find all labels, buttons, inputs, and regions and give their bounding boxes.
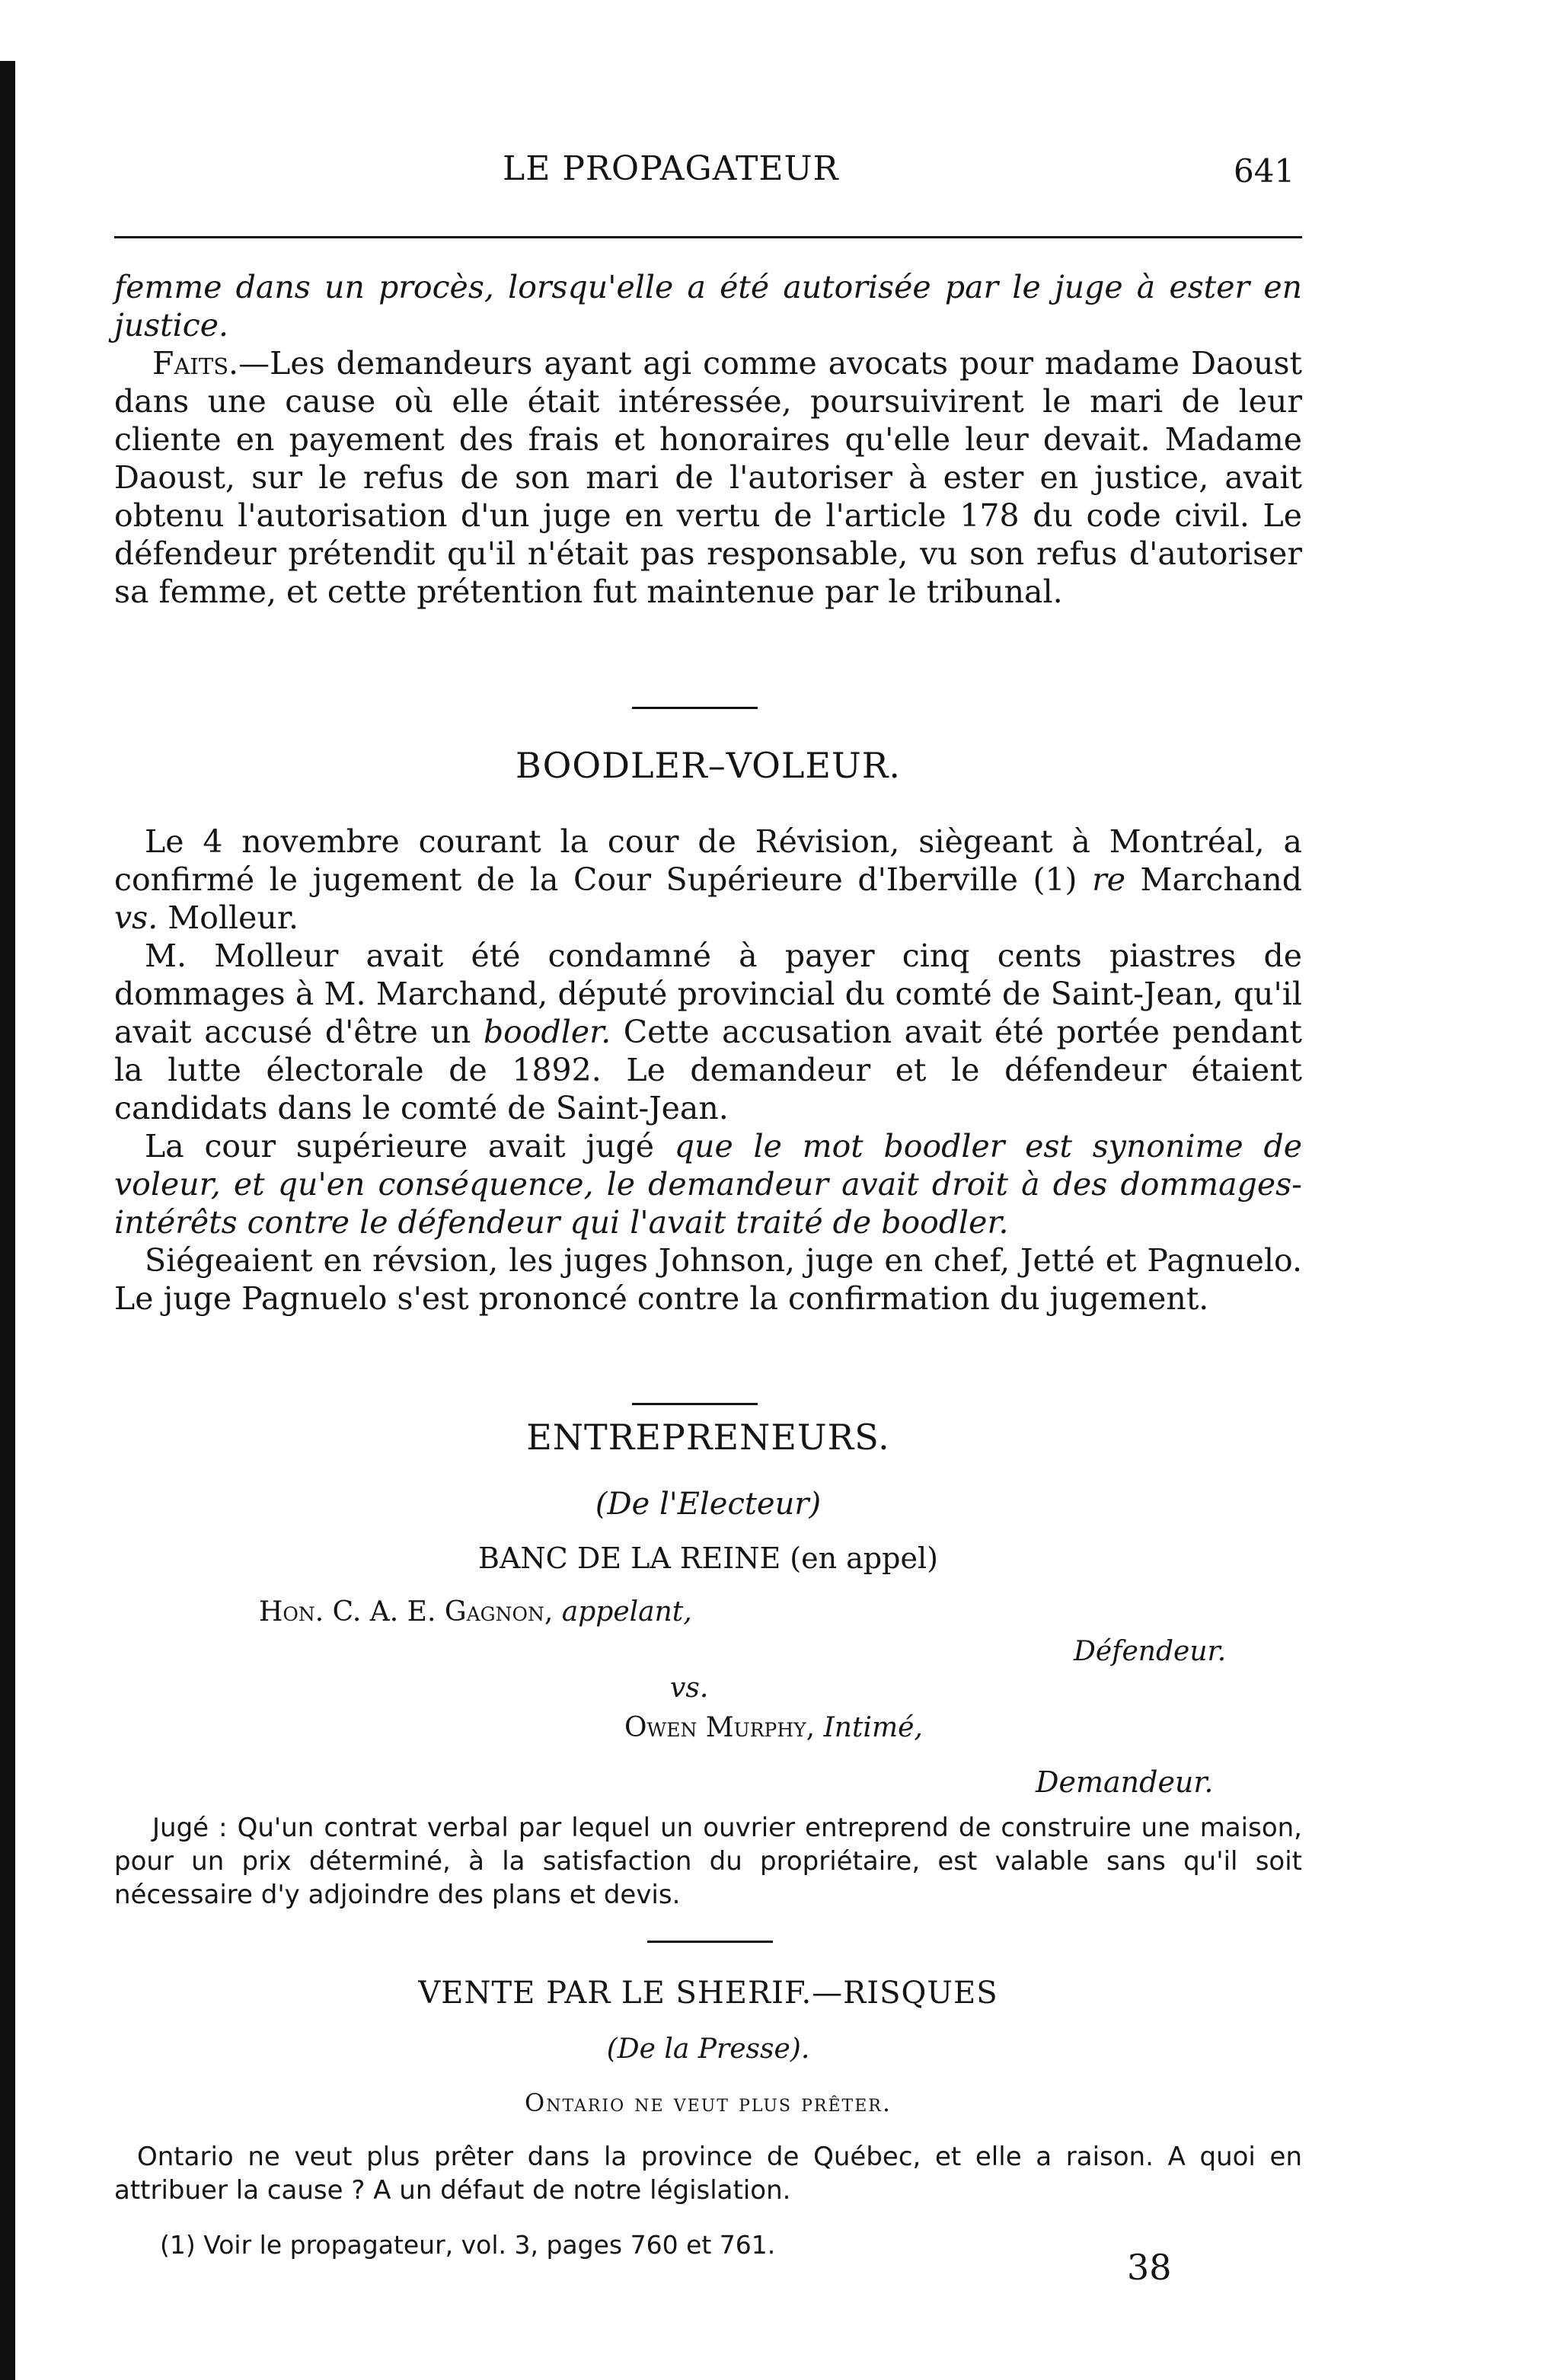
vente-article bbox=[114, 2140, 1302, 2207]
juge-text bbox=[114, 1811, 1302, 1912]
boodler-title: BOODLER–VOLEUR. bbox=[516, 745, 901, 786]
boodler-p1-name: Marchand bbox=[1125, 861, 1302, 898]
running-header-title: LE PROPAGATEUR bbox=[503, 149, 839, 188]
boodler-paragraph-3 bbox=[114, 1127, 1302, 1241]
appellant-name: Hon. C. A. E. Gagnon, bbox=[259, 1596, 554, 1628]
appellant-line bbox=[259, 1596, 692, 1628]
entrepreneurs-source: (De l'Electeur) bbox=[595, 1487, 822, 1522]
respondent-line bbox=[624, 1712, 923, 1743]
boodler-paragraph-1 bbox=[114, 823, 1302, 937]
boodler-p3-italic: que le mot boodler est synonime de voleur, et qu'en conséquence, le demandeur avait droit à des dommages-intérêts contre le défendeur qui l'avait traité de boodler. bbox=[114, 1128, 1303, 1241]
section-divider bbox=[632, 1403, 758, 1405]
summary-continuation: femme dans un procès, lorsqu'elle a été autorisée par le juge à ester en justice. bbox=[114, 269, 1302, 343]
juge-paragraph bbox=[114, 1811, 1302, 1912]
vente-text: Ontario ne veut plus prêter dans la province de Québec, et elle a raison. A quoi en attribuer la cause ? A un défaut de notre législation. bbox=[114, 2142, 1302, 2206]
signature-mark: 38 bbox=[1127, 2247, 1172, 2288]
boodler-p1-text: Le 4 novembre courant la cour de Révision, siègeant à Montréal, a confirmé le jugement de la Cour Supérieure d'Iberville (1) bbox=[114, 823, 1302, 898]
boodler-p2-text: M. Molleur avait été condamné à payer cinq cents piastres de dommages à M. Marchand, député provincial du comté de Saint-Jean, qu'il avait accusé d'être un bbox=[114, 938, 1302, 1050]
boodler-p1-vs: vs. bbox=[114, 899, 158, 936]
boodler-p2-end: Cette accusation avait été portée pendant la lutte électorale de 1892. Le demandeur et le défendeur étaient candidats dans le comté de Saint-Jean. bbox=[114, 1014, 1302, 1126]
entrepreneurs-title: ENTREPRENEURS. bbox=[526, 1417, 890, 1458]
respondent-role: Intimé, bbox=[823, 1712, 923, 1743]
page-binding-edge bbox=[0, 61, 15, 2380]
first-article bbox=[114, 268, 1302, 611]
boodler-p1-re: re bbox=[1092, 861, 1125, 898]
boodler-p1-end: Molleur. bbox=[158, 899, 298, 936]
footnote: (1) Voir le propagateur, vol. 3, pages 760 et 761. bbox=[160, 2230, 776, 2260]
page bbox=[114, 0, 1302, 2380]
boodler-p3-text: La cour supérieure avait jugé bbox=[145, 1128, 675, 1164]
court-name: BANC DE LA REINE (en appel) bbox=[478, 1541, 938, 1575]
boodler-paragraph-4: Siégeaient en révsion, les juges Johnson, juge en chef, Jetté et Pagnuelo. Le juge Pagnuelo s'est prononcé contre la confirmation du jugement. bbox=[114, 1242, 1302, 1317]
boodler-p2-italic: boodler. bbox=[483, 1014, 611, 1050]
demandeur-label: Demandeur. bbox=[1036, 1765, 1214, 1799]
page-number: 641 bbox=[1234, 152, 1295, 190]
boodler-paragraph-2 bbox=[114, 937, 1302, 1127]
boodler-article bbox=[114, 823, 1302, 1318]
facts-text: —Les demandeurs ayant agi comme avocats pour madame Daoust dans une cause où elle était intéressée, poursuivirent le mari de leur cliente en payement des frais et honoraires qu'elle leur devait. Madame Daoust, sur le refus de son mari de l'autoriser à ester en justice, avait obtenu l'autorisation d'un juge en vertu de l'article 178 du code civil. Le défendeur prétendit qu'il n'était pas responsable, vu son refus d'autoriser sa femme, et cette prétention fut maintenue par le tribunal. bbox=[114, 345, 1302, 610]
juge-label: Jugé : bbox=[152, 1813, 228, 1843]
vente-subtitle: Ontario ne veut plus prêter. bbox=[524, 2088, 892, 2117]
facts-paragraph bbox=[114, 344, 1302, 611]
section-divider bbox=[632, 707, 758, 709]
vente-title: VENTE PAR LE SHERIF.—RISQUES bbox=[418, 1976, 998, 2011]
defendeur-label: Défendeur. bbox=[1074, 1636, 1227, 1667]
juge-body: Qu'un contrat verbal par lequel un ouvrier entreprend de construire une maison, pour un prix déterminé, à la satisfaction du propriétaire, est valable sans qu'il soit nécessaire d'y adjoindre des plans et devis. bbox=[114, 1813, 1302, 1910]
section-divider bbox=[647, 1941, 773, 1943]
appellant-role: appelant, bbox=[561, 1596, 692, 1628]
facts-label: Faits. bbox=[152, 345, 239, 382]
vente-source: (De la Presse). bbox=[606, 2033, 810, 2065]
respondent-name: Owen Murphy, bbox=[624, 1712, 816, 1743]
header-rule bbox=[114, 236, 1302, 238]
versus-label: vs. bbox=[670, 1672, 709, 1704]
